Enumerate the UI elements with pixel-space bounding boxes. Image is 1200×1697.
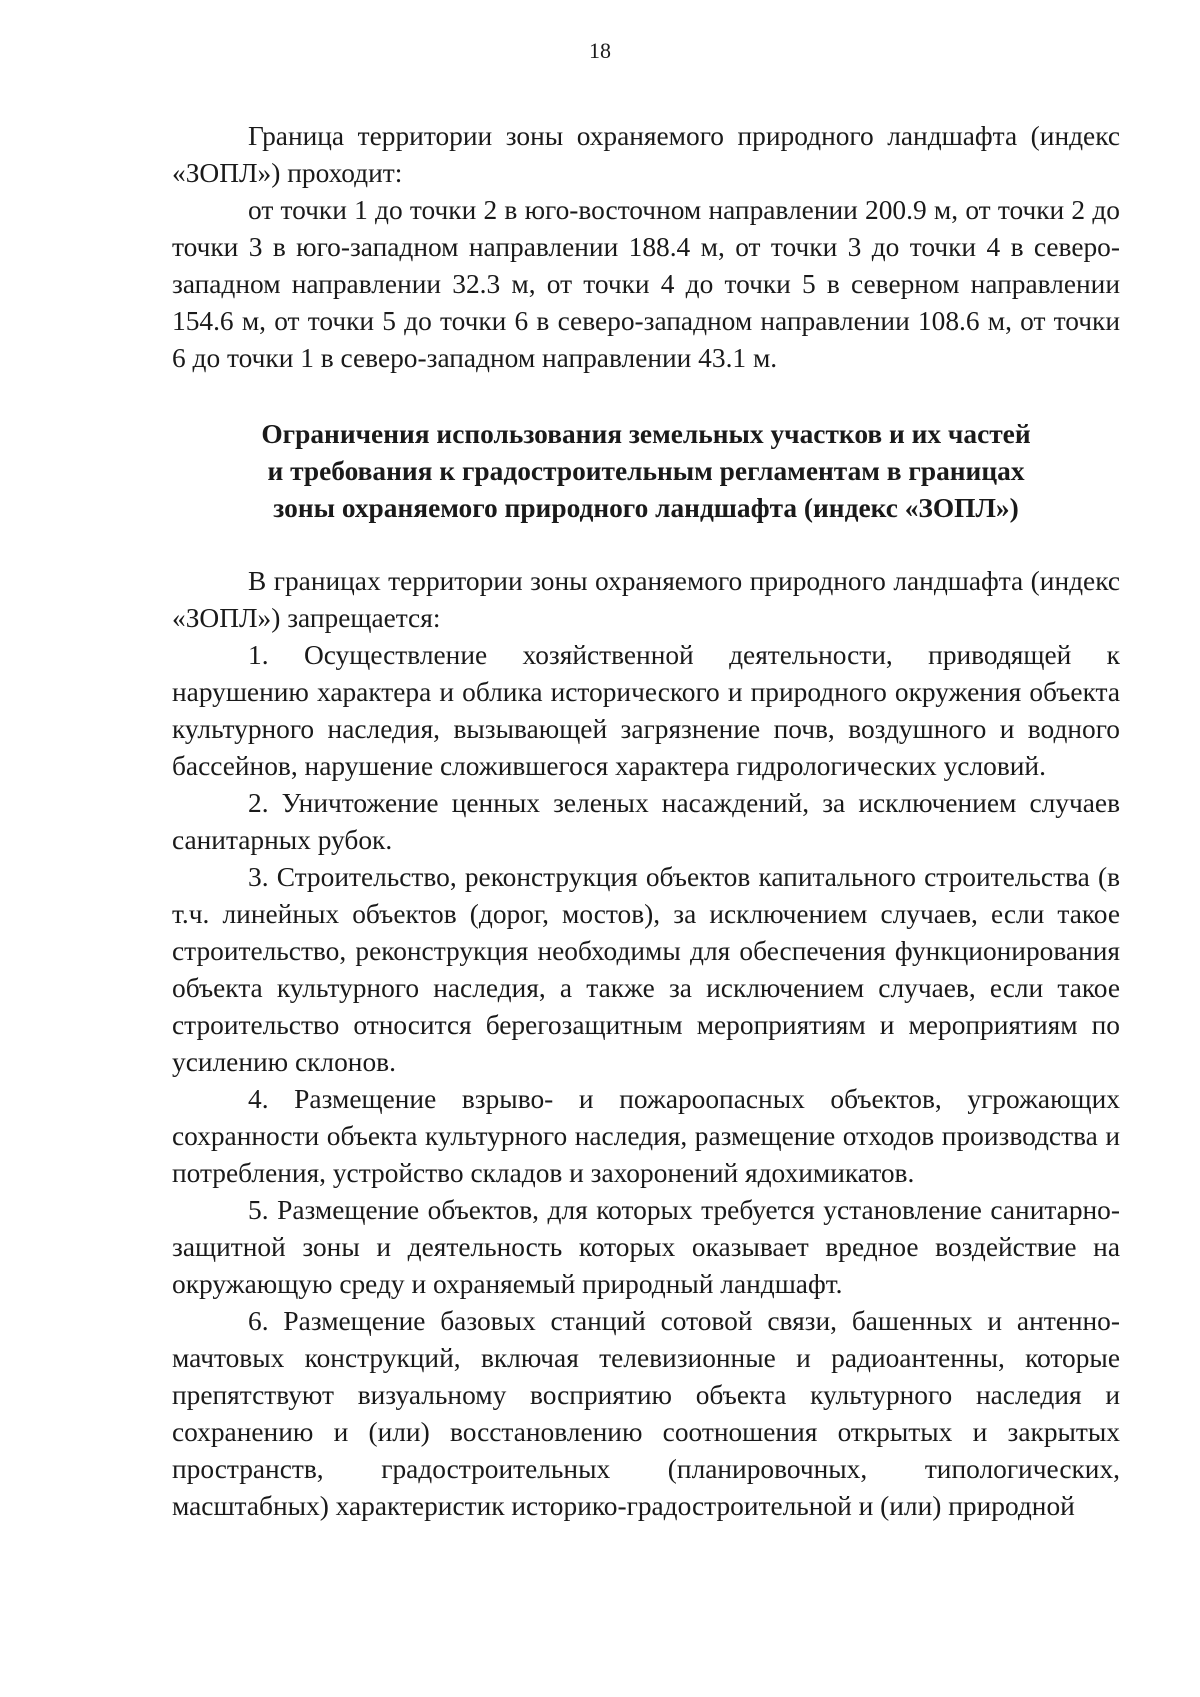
prohibition-item-3: 3. Строительство, реконструкция объектов капитального строительства (в т.ч. линейных объектов (дорог, мостов), за исключением случаев, если такое строительство, реконструкция необходимы для обеспечения функционирования объекта культурного наследия, а также за исключением случаев, если такое строительство относится берегозащитным мероприятиям и мероприятиям по усилению склонов.: [172, 862, 1120, 1077]
prohibition-item-6: 6. Размещение базовых станций сотовой связи, башенных и антенно-мачтовых конструкций, включая телевизионные и радиоантенны, которые препятствуют визуальному восприятию объекта культурного наследия и сохранению и (или) восстановлению соотношения открытых и закрытых пространств, градостроительных (планировочных, типологических, масштабных) характеристик историко-градостроительной и (или) природной: [172, 1306, 1120, 1521]
section-heading-line-1: Ограничения использования земельных участков и их частей: [261, 419, 1031, 449]
prohibition-item-4: 4. Размещение взрыво- и пожароопасных объектов, угрожающих сохранности объекта культурного наследия, размещение отходов производства и потребления, устройство складов и захоронений ядохимикатов.: [172, 1084, 1120, 1188]
document-body: [172, 118, 1120, 1525]
prohibitions-lead-paragraph: В границах территории зоны охраняемого природного ландшафта (индекс «ЗОПЛ») запрещается:: [172, 566, 1120, 633]
boundary-points-paragraph: от точки 1 до точки 2 в юго-восточном направлении 200.9 м, от точки 2 до точки 3 в юго-западном направлении 188.4 м, от точки 3 до точки 4 в северо-западном направлении 32.3 м, от точки 4 до точки 5 в северном направлении 154.6 м, от точки 5 до точки 6 в северо-западном направлении 108.6 м, от точки 6 до точки 1 в северо-западном направлении 43.1 м.: [172, 195, 1120, 373]
section-heading-line-2: и требования к градостроительным регламентам в границах: [267, 456, 1025, 486]
page-number: 18: [589, 38, 611, 63]
boundary-intro-paragraph: Граница территории зоны охраняемого природного ландшафта (индекс «ЗОПЛ») проходит:: [172, 121, 1120, 188]
prohibition-item-2: 2. Уничтожение ценных зеленых насаждений, за исключением случаев санитарных рубок.: [172, 788, 1120, 855]
prohibition-item-5: 5. Размещение объектов, для которых требуется установление санитарно-защитной зоны и деятельность которых оказывает вредное воздействие на окружающую среду и охраняемый природный ландшафт.: [172, 1195, 1120, 1299]
prohibition-item-1: 1. Осуществление хозяйственной деятельности, приводящей к нарушению характера и облика исторического и природного окружения объекта культурного наследия, вызывающей загрязнение почв, воздушного и водного бассейнов, нарушение сложившегося характера гидрологических условий.: [172, 640, 1120, 781]
section-heading-line-3: зоны охраняемого природного ландшафта (индекс «ЗОПЛ»): [273, 493, 1019, 523]
section-heading: [172, 416, 1120, 527]
